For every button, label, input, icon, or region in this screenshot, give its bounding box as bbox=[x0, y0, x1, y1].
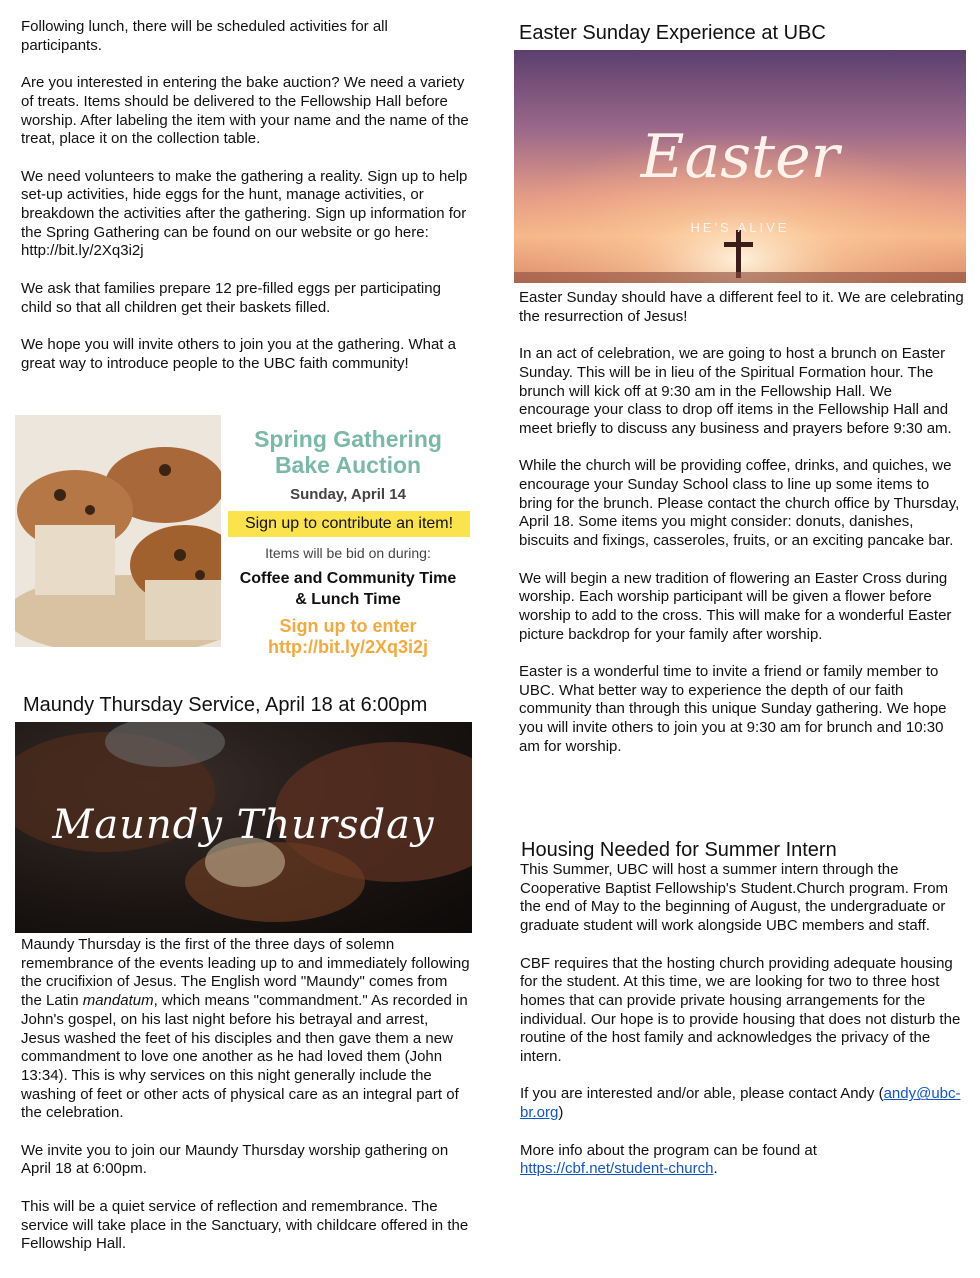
signup-line1: Sign up to enter bbox=[279, 616, 417, 636]
easter-paragraph: In an act of celebration, we are going to host a brunch on Easter Sunday. This will be in lieu of the Spiritual Formation hour. The brunch will kick off at 9:30 am in the Fellowship Hall. We encourage your class to drop off items in the Fellowship Hall and meet briefly to discuss any business and prayers before 9:30 am. bbox=[519, 345, 952, 437]
housing-more-info bbox=[520, 1142, 965, 1179]
andy-email-link[interactable]: andy@ubc-br.org bbox=[520, 1085, 961, 1122]
contact-text: If you are interested and/or able, please contact Andy ( bbox=[520, 1085, 884, 1103]
easter-paragraph: Easter Sunday should have a different feel to it. We are celebrating the resurrection of Jesus! bbox=[519, 289, 964, 325]
bid-note: Items will be bid on during: bbox=[265, 545, 431, 561]
maundy-text bbox=[21, 936, 471, 1273]
more-info-period: . bbox=[713, 1160, 718, 1178]
easter-paragraph: We will begin a new tradition of flowering an Easter Cross during worship. Each worship participant will be given a flower before worship to add to the cross. This will make for a wonderful Easter picture backdrop for your family after worship. bbox=[519, 569, 952, 643]
signup-text bbox=[221, 616, 475, 658]
bid-times bbox=[221, 568, 475, 610]
muffin-illustration bbox=[15, 415, 221, 647]
easter-paragraph: Easter is a wonderful time to invite a friend or family member to UBC. What better way to experience the depth of our faith community than through this unique Sunday gathering. We hope you will invite others to join you at 9:30 am for brunch and 10:30 am for worship. bbox=[519, 663, 947, 755]
bake-title-line2: Bake Auction bbox=[274, 452, 422, 478]
easter-heading: Easter Sunday Experience at UBC bbox=[519, 22, 826, 44]
maundy-paragraph: We invite you to join our Maundy Thursday worship gathering on April 18 at 6:00pm. bbox=[21, 1141, 449, 1178]
cbf-student-church-link[interactable]: https://cbf.net/student-church bbox=[520, 1160, 714, 1178]
muffin-photo bbox=[15, 415, 221, 647]
left-column bbox=[21, 18, 471, 392]
bake-title bbox=[221, 426, 475, 478]
intro-paragraph: We ask that families prepare 12 pre-filled eggs per participating child so that all children get their baskets filled. bbox=[21, 279, 441, 316]
contact-close: ) bbox=[558, 1104, 564, 1122]
easter-text bbox=[519, 289, 964, 775]
maundy-thursday-image bbox=[15, 722, 472, 933]
bake-date: Sunday, April 14 bbox=[290, 486, 406, 503]
maundy-p1-end: , which means "commandment." As recorded in John's gospel, on his last night before his betrayal and arrest, Jesus washed the feet of his disciples and then gave them a new commandment to love one another as he had loved them (John 13:34). This is why services on this night generally include the washing of feet or other acts of physical care as an integral part of the celebration. bbox=[21, 992, 468, 1122]
bid-times-line2: & Lunch Time bbox=[295, 591, 401, 608]
maundy-p1-start: Maundy Thursday is the first of the three days of solemn remembrance of the events leading up to and immediately following the crucifixion of Jesus. The English word "Maundy" comes from the Latin bbox=[21, 936, 470, 1010]
housing-paragraph: CBF requires that the hosting church providing adequate housing for the student. At this time, we are looking for two to three host homes that can provide private housing arrangements for the individual. Our hope is to provide housing that does not disturb the routine of the host family and acknowledges the privacy of the intern. bbox=[520, 954, 961, 1066]
maundy-image-title: Maundy Thursday bbox=[52, 802, 435, 848]
bake-auction-banner bbox=[15, 415, 475, 657]
bake-auction-text bbox=[221, 415, 475, 657]
mandatum-word: mandatum bbox=[82, 992, 154, 1010]
bake-title-line1: Spring Gathering bbox=[254, 426, 442, 452]
maundy-paragraph bbox=[21, 936, 471, 1123]
contribute-cta: Sign up to contribute an item! bbox=[228, 511, 470, 537]
easter-image-word: Easter bbox=[640, 122, 840, 192]
housing-contact bbox=[520, 1085, 965, 1122]
housing-paragraph: This Summer, UBC will host a summer intern through the Cooperative Baptist Fellowship's Student.Church program. From the end of May to the beginning of August, the undergraduate or graduate student will work alongside UBC members and staff. bbox=[520, 861, 949, 935]
bid-times-line1: Coffee and Community Time bbox=[239, 570, 457, 587]
easter-paragraph: While the church will be providing coffee, drinks, and quiches, we encourage your Sunday School class to line up some items to bring for the brunch. Please contact the church office by Thursday, April 18. Some items you might consider: donuts, danishes, biscuits and fixings, casseroles, fruits, or an exciting pancake bar. bbox=[519, 457, 960, 550]
easter-image bbox=[514, 50, 966, 283]
maundy-heading: Maundy Thursday Service, April 18 at 6:00pm bbox=[23, 694, 428, 716]
easter-image-subtitle: HE'S ALIVE bbox=[690, 220, 790, 235]
signup-url: http://bit.ly/2Xq3i2j bbox=[267, 637, 428, 657]
intro-paragraph: Following lunch, there will be scheduled activities for all participants. bbox=[21, 18, 388, 54]
intro-paragraph: We hope you will invite others to join you at the gathering. What a great way to introduce people to the UBC faith community! bbox=[21, 335, 456, 372]
intro-paragraph: Are you interested in entering the bake auction? We need a variety of treats. Items should be delivered to the Fellowship Hall before worship. After labeling the item with your name and the name of the treat, place it on the collection table. bbox=[21, 74, 469, 148]
housing-text bbox=[520, 861, 965, 1198]
intro-paragraph: We need volunteers to make the gathering a reality. Sign up to help set-up activities, hide eggs for the hunt, manage activities, or breakdown the activities after the gathering. Sign up information for the Spring Gathering can be found on our website or go here: http://bit.ly/2Xq3i2j bbox=[21, 167, 468, 260]
more-info-text: More info about the program can be found at bbox=[520, 1141, 817, 1159]
maundy-paragraph: This will be a quiet service of reflection and remembrance. The service will take place in the Sanctuary, with childcare offered in the Fellowship Hall. bbox=[21, 1197, 469, 1253]
housing-heading: Housing Needed for Summer Intern bbox=[521, 839, 837, 861]
